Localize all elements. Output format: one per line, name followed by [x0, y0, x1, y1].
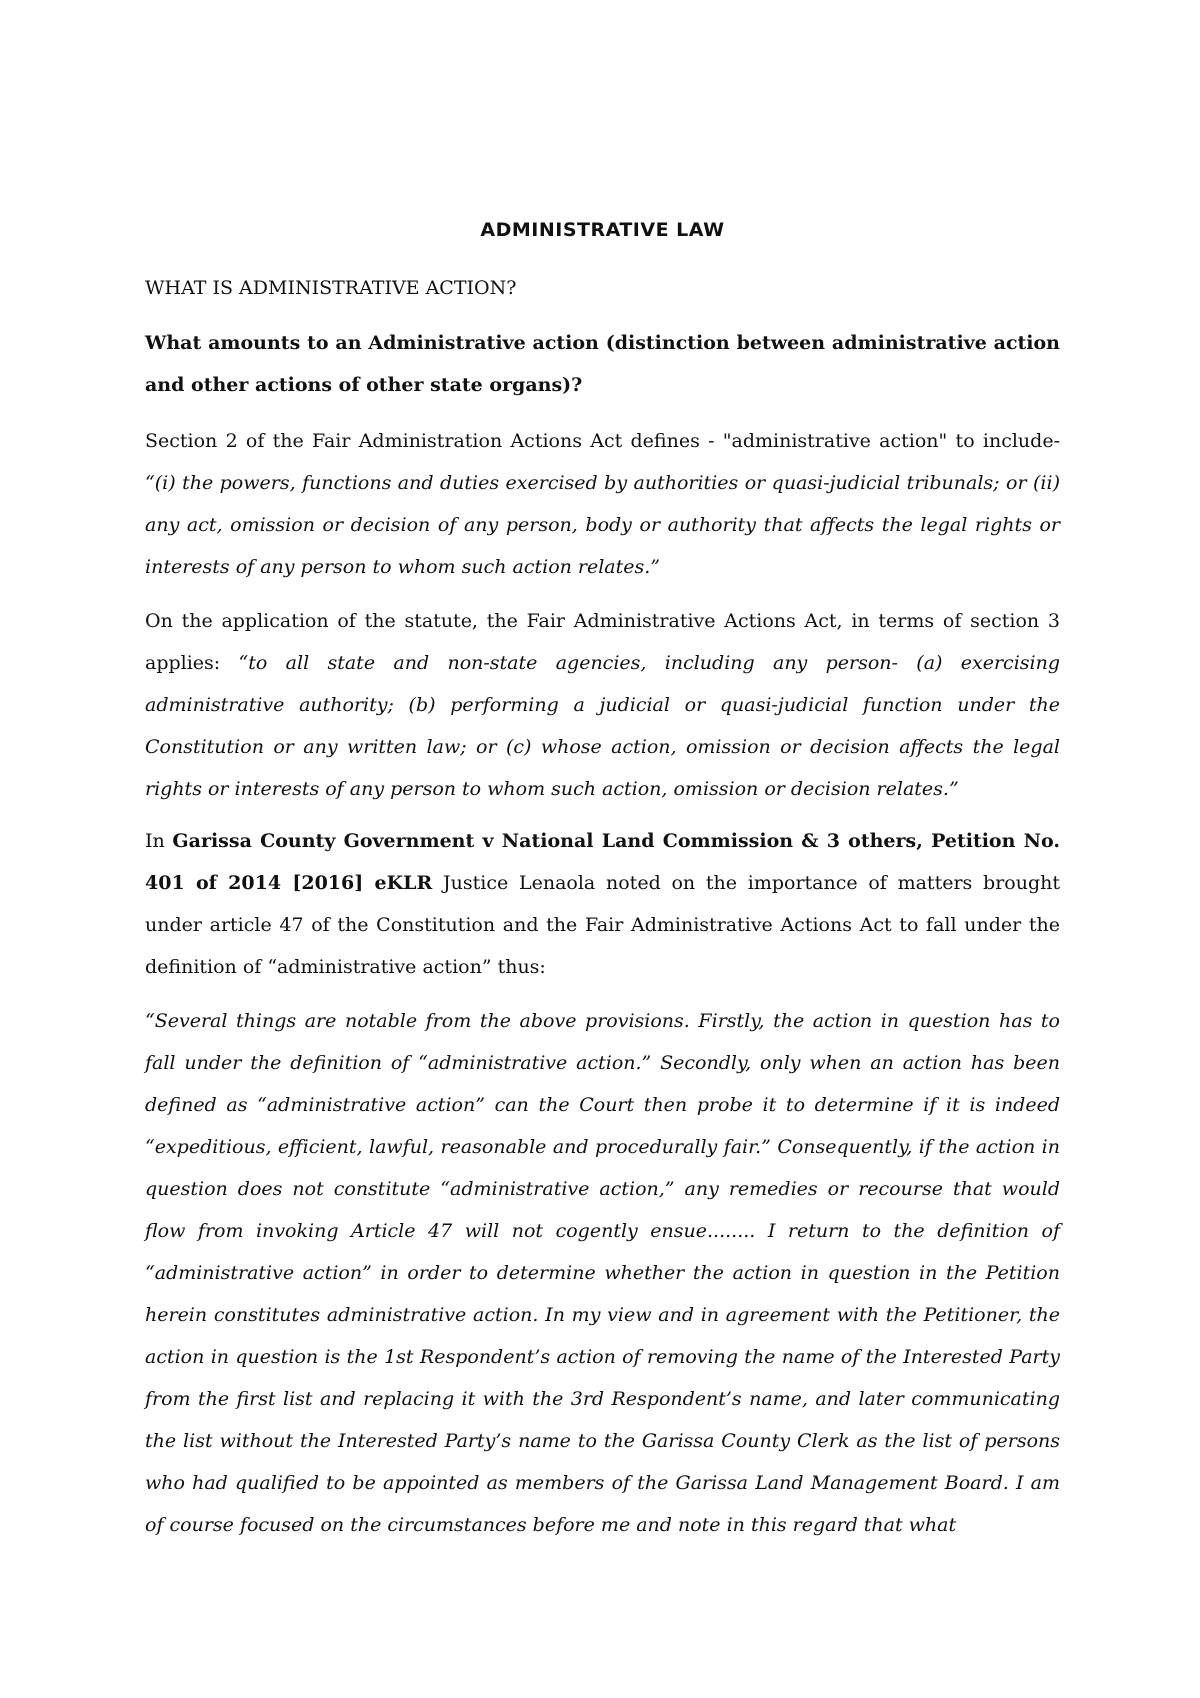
- paragraph-garissa-case: [145, 820, 1060, 988]
- paragraph-section-2: [145, 420, 1060, 588]
- case-citation: Garissa County Government v National Land Commission & 3 others, Petition No. 401 of 2014 [2016] eKLR: [145, 830, 1060, 894]
- garissa-prefix: In: [145, 830, 173, 852]
- garissa-rest: Justice Lenaola noted on the importance of matters brought under article 47 of the Constitution and the Fair Administrative Actions Act to fall under the definition of “administrative action” thus:: [145, 872, 1060, 978]
- section-2-intro: Section 2 of the Fair Administration Actions Act defines - "administrative action" to include-: [145, 430, 1060, 452]
- application-quote: “to all state and non-state agencies, including any person- (a) exercising administrative authority; (b) performing a judicial or quasi-judicial function under the Constitution or any written law; or (c) whose action, omission or decision affects the legal rights or interests of any person to whom such action, omission or decision relates.”: [145, 652, 1061, 800]
- section-heading: WHAT IS ADMINISTRATIVE ACTION?: [145, 277, 517, 299]
- section-2-quote: “(i) the powers, functions and duties exercised by authorities or quasi-judicial tribunals; or (ii) any act, omission or decision of any person, body or authority that affects the legal rights or interests of any person to whom such action relates.”: [145, 472, 1060, 578]
- application-intro: On the application of the statute, the Fair Administrative Actions Act, in terms of section 3 applies:: [145, 610, 1060, 674]
- judgment-quote: “Several things are notable from the above provisions. Firstly, the action in question has to fall under the definition of “administrative action.” Secondly, only when an action has been defined as “administrative action” can the Court then probe it to determine if it is indeed “expeditious, efficient, lawful, reasonable and procedurally fair.” Consequently, if the action in question does not constitute “administrative action,” any remedies or recourse that would flow from invoking Article 47 will not cogently ensue........ I return to the definition of “administrative action” in order to determine whether the action in question in the Petition herein constitutes administrative action. In my view and in agreement with the Petitioner, the action in question is the 1st Respondent’s action of removing the name of the Interested Party from the first list and replacing it with the 3rd Respondent’s name, and later communicating the list without the Interested Party’s name to the Garissa County Clerk as the list of persons who had qualified to be appointed as members of the Garissa Land Management Board. I am of course focused on the circumstances before me and note in this regard that what: [145, 1010, 1060, 1536]
- document-page: [145, 0, 1060, 1698]
- subsection-heading: What amounts to an Administrative action (distinction between administrative action and other actions of other state organs)?: [145, 332, 1060, 396]
- paragraph-application: [145, 600, 1060, 810]
- document-title: ADMINISTRATIVE LAW: [480, 219, 725, 241]
